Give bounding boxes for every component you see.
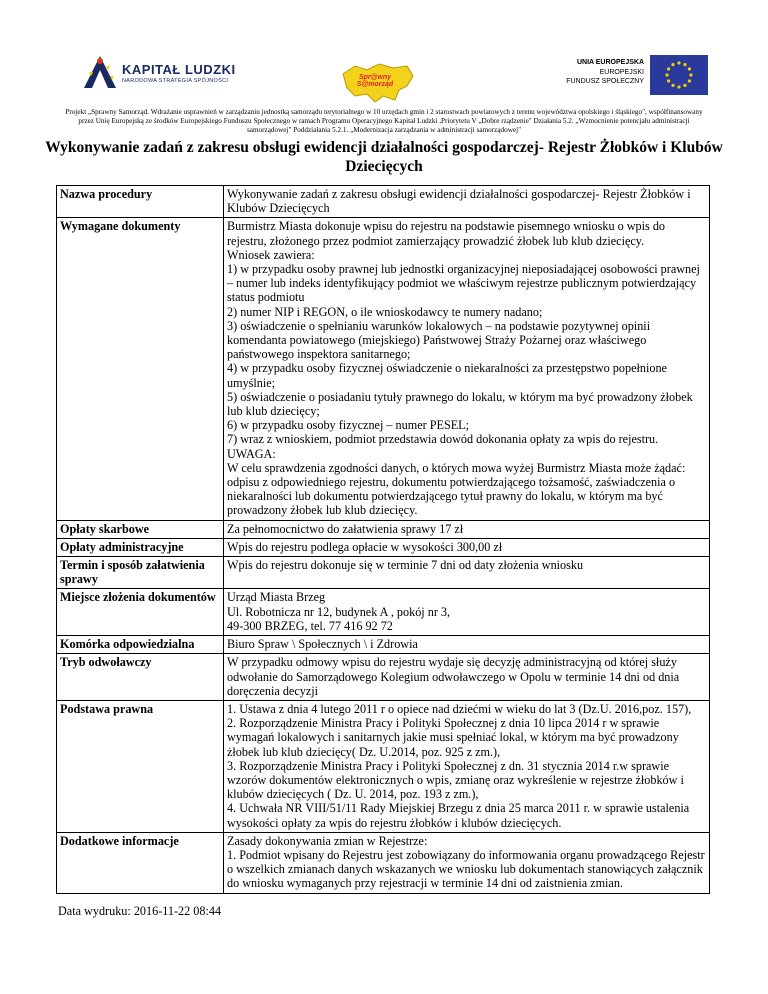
row-label: Nazwa procedury (57, 186, 224, 218)
row-value: Zasady dokonywania zmian w Rejestrze: 1. Podmiot wpisany do Rejestru jest zobowiązany do informowania organu prowadzącego Rejestr o wszelkich zmianach danych wskazanych we wniosku lub dokumentach stanowiących załącznik do wniosku wymaganych przy rejestracji w terminie 14 dni od zaistnienia zmian. (224, 832, 710, 893)
row-label: Opłaty administracyjne (57, 538, 224, 556)
page-title: Wykonywanie zadań z zakresu obsługi ewidencji działalności gospodarczej- Rejestr Żłobków i Klubów Dziecięcych (45, 139, 723, 175)
row-value: Wpis do rejestru podlega opłacie w wysokości 300,00 zł (224, 538, 710, 556)
row-value: Urząd Miasta Brzeg Ul. Robotnicza nr 12, budynek A , pokój nr 3, 49-300 BRZEG, tel. 77 416 92 72 (224, 589, 710, 636)
row-label: Termin i sposób załatwienia sprawy (57, 557, 224, 589)
sprawny-samorzad-logo (337, 60, 417, 104)
eu-line-1: UNIA EUROPEJSKA (576, 59, 644, 66)
table-row (57, 654, 710, 701)
row-value: Biuro Spraw \ Społecznych \ i Zdrowia (224, 636, 710, 654)
row-value: 1. Ustawa z dnia 4 lutego 2011 r o opiece nad dziećmi w wieku do lat 3 (Dz.U. 2016,poz. 157), 2. Rozporządzenie Ministra Pracy i Polityki Społecznej z dnia 10 lipca 2014 r w sprawie wymagań lokalowych i sanitarnych jakie musi spełniać lokal, w którym ma być prowadzony żłobek lub klub dziecięcy( Dz. U.2014, poz. 925 z zm.), 3. Rozporządzenie Ministra Pracy i Polityki Społecznej z dn. 31 stycznia 2014 r.w sprawie wzorów dokumentów elektronicznych o wpis, zmianę oraz wykreślenie w rejestrze żłobków i klubów dziecięcych ( Dz. U. 2014, poz. 193 z zm.), 4. Uchwała NR VIII/51/11 Rady Miejskiej Brzegu z dnia 25 marca 2011 r. w sprawie ustalenia wysokości opłaty za wpis do rejestru żłobków i klubów dziecięcych. (224, 700, 710, 832)
row-value: Burmistrz Miasta dokonuje wpisu do rejestru na podstawie pisemnego wniosku o wpis do rejestru, złożonego przez podmiot zamierzający prowadzić żłobek lub klub dziecięcy. Wniosek zawiera: 1) w przypadku osoby prawnej lub jednostki organizacyjnej nieposiadającej osobowości prawnej – numer lub indeks identyfikujący podmiot we właściwym rejestrze publicznym potwierdzający status podmiotu 2) numer NIP i REGON, o ile wnioskodawcy te numery nadano; 3) oświadczenie o spełnianiu warunków lokalowych – na podstawie pozytywnej opinii komendanta powiatowego (miejskiego) Państwowej Straży Pożarnej oraz właściwego państwowego inspektora sanitarnego; 4) w przypadku osoby fizycznej oświadczenie o niekaralności za przestępstwo popełnione umyślnie; 5) oświadczenie o posiadaniu tytuły prawnego do lokalu, w którym ma być prowadzony żłobek lub klub dziecięcy; 6) w przypadku osoby fizycznej – numer PESEL; 7) wraz z wnioskiem, podmiot przedstawia dowód dokonania opłaty za wpis do rejestru. UWAGA: W celu sprawdzenia zgodności danych, o których mowa wyżej Burmistrz Miasta może żądać: odpisu z odpowiedniego rejestru, dokumentu potwierdzającego tożsamość, zaświadczenia o niekaralności lub dokumentu potwierdzającego tytuł prawny do lokalu, w którym ma być prowadzony żłobek lub klub dziecięcy. (224, 218, 710, 520)
table-row (57, 636, 710, 654)
table-row (57, 186, 710, 218)
kapital-ludzki-subtitle: NARODOWA STRATEGIA SPÓJNOŚCI (122, 78, 229, 84)
row-label: Komórka odpowiedzialna (57, 636, 224, 654)
row-label: Podstawa prawna (57, 700, 224, 832)
sprawny-samorzad-label: Spr@wny S@morząd (356, 74, 394, 88)
header-logos (0, 52, 768, 104)
row-label: Opłaty skarbowe (57, 520, 224, 538)
table-row (57, 700, 710, 832)
print-date: Data wydruku: 2016-11-22 08:44 (58, 904, 222, 918)
eu-flag-icon (650, 55, 708, 95)
kapital-ludzki-title: KAPITAŁ LUDZKI (122, 62, 236, 77)
row-value: Wpis do rejestru dokonuje się w terminie 7 dni od daty złożenia wniosku (224, 557, 710, 589)
project-info: Projekt „Sprawny Samorząd. Wdrażanie usprawnień w zarządzaniu jednostką samorządu terytorialnego w 10 urzędach gmin i 2 starostwach powiatowych z terenu województwa opolskiego i śląskiego", współfinansowany przez Unię Europejską ze środków Europejskiego Funduszu Społecznego w ramach Programu Operacyjnego Kapitał Ludzki ,Priorytetu V „Dobre rządzenie" Działania 5.2. „Wzmocnienie potencjału administracji samorządowej" Poddziałania 5.2.1. „Modernizacja zarządzania w administracji samorządowej" (65, 108, 703, 134)
row-label: Dodatkowe informacje (57, 832, 224, 893)
kapital-ludzki-logo (80, 52, 260, 98)
row-label: Miejsce złożenia dokumentów (57, 589, 224, 636)
table-row (57, 832, 710, 893)
eu-text (552, 58, 644, 87)
eu-line-2: EUROPEJSKI (599, 68, 644, 76)
table-row (57, 589, 710, 636)
kapital-ludzki-emblem-icon (80, 52, 120, 92)
table-row (57, 520, 710, 538)
row-label: Tryb odwoławczy (57, 654, 224, 701)
row-label: Wymagane dokumenty (57, 218, 224, 520)
table-row (57, 538, 710, 556)
eu-logo (552, 52, 712, 98)
table-row (57, 218, 710, 520)
row-value: Wykonywanie zadań z zakresu obsługi ewidencji działalności gospodarczej- Rejestr Żłobków i Klubów Dziecięcych (224, 186, 710, 218)
procedure-table (56, 185, 710, 894)
row-value: Za pełnomocnictwo do załatwienia sprawy 17 zł (224, 520, 710, 538)
table-row (57, 557, 710, 589)
row-value: W przypadku odmowy wpisu do rejestru wydaje się decyzję administracyjną od której służy odwołanie do Samorządowego Kolegium odwoławczego w Opolu w terminie 14 dni od dnia doręczenia decyzji (224, 654, 710, 701)
eu-line-3: FUNDUSZ SPOŁECZNY (566, 78, 644, 85)
